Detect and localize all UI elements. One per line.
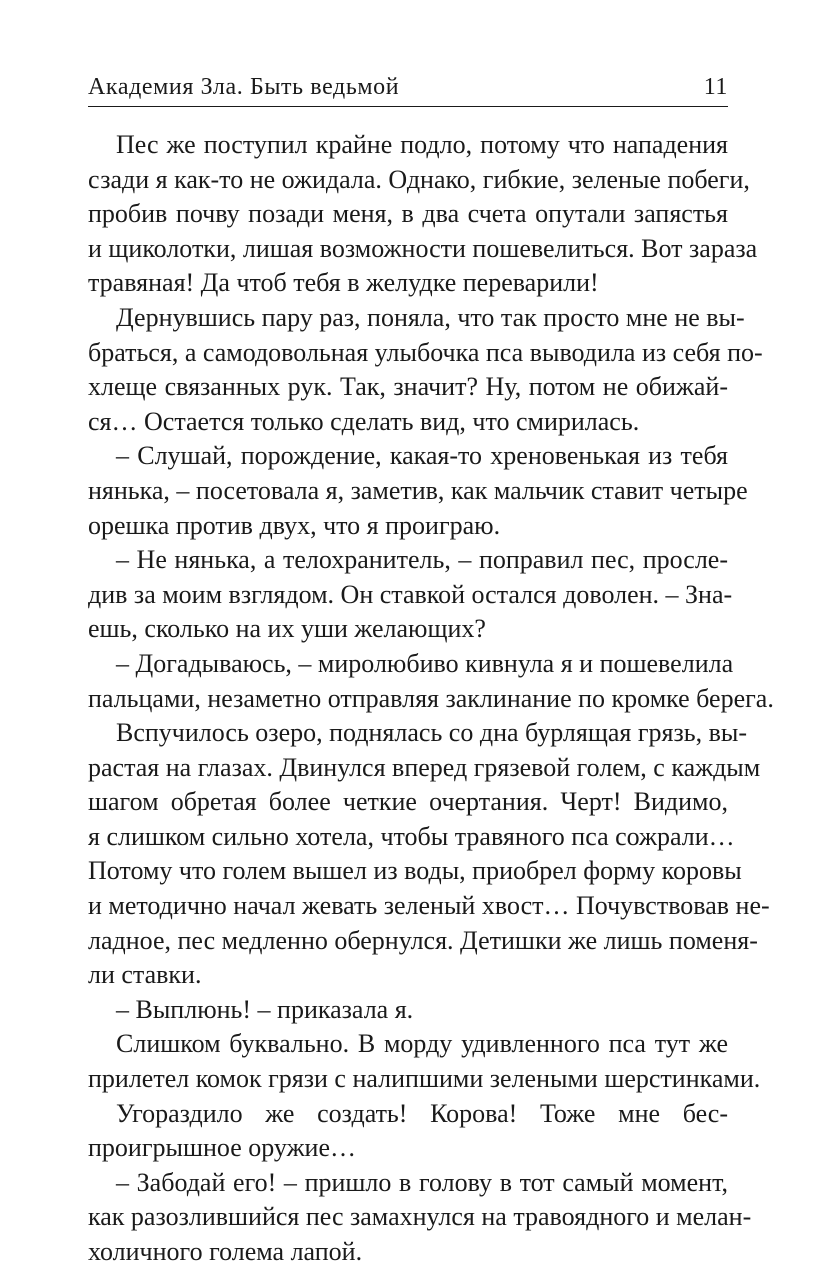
paragraph xyxy=(88,993,728,1028)
text-line: – Выплюнь! – приказала я. xyxy=(116,994,414,1024)
text-line: пальцами, незаметно отправляя заклинание по кромке берега. xyxy=(88,683,774,713)
paragraph xyxy=(88,128,758,301)
text-line: Угораздило же создать! Корова! Тоже мне бес- xyxy=(116,1098,728,1128)
text-line: проигрышное оружие… xyxy=(88,1133,356,1163)
text-line: ли ставки. xyxy=(88,960,202,990)
text-line: – Не нянька, а телохранитель, – поправил пес, просле- xyxy=(116,545,728,575)
text-line: хлеще связанных рук. Так, значит? Ну, потом не обижай- xyxy=(88,372,728,402)
text-line: Дернувшись пару раз, поняла, что так просто мне не вы- xyxy=(116,302,745,332)
text-line: прилетел комок грязи с налипшими зелеными шерстинками. xyxy=(88,1064,761,1094)
paragraph xyxy=(88,1027,761,1096)
text-line: шагом обретая более четкие очертания. Черт! Видимо, xyxy=(88,787,728,817)
page-number: 11 xyxy=(703,74,728,100)
text-line: травяная! Да чтоб тебя в желудке переварили! xyxy=(88,268,599,298)
text-line: Потому что голем вышел из воды, приобрел форму коровы xyxy=(88,856,742,886)
text-line: как разозлившийся пес замахнулся на травоядного и мелан- xyxy=(88,1202,752,1232)
text-line: орешка против двух, что я проиграю. xyxy=(88,510,501,540)
text-line: Слишком буквально. В морду удивленного пса тут же xyxy=(116,1029,728,1059)
book-title: Академия Зла. Быть ведьмой xyxy=(88,74,400,100)
text-line: я слишком сильно хотела, чтобы травяного пса сожрали… xyxy=(88,821,735,851)
paragraph xyxy=(88,543,733,647)
paragraph xyxy=(88,439,748,543)
running-head xyxy=(88,62,728,102)
text-line: ешь, сколько на их уши желающих? xyxy=(88,614,486,644)
text-line: Вспучилось озеро, поднялась со дна бурлящая грязь, вы- xyxy=(116,718,748,748)
text-line: и методично начал жевать зеленый хвост… Почувствовав не- xyxy=(88,891,770,921)
paragraph xyxy=(88,1097,728,1166)
text-line: сзади я как-то не ожидала. Однако, гибкие, зеленые побеги, xyxy=(88,164,750,194)
text-line: – Забодай его! – пришло в голову в тот самый момент, xyxy=(116,1167,728,1197)
text-line: пробив почву позади меня, в два счета опутали запястья xyxy=(88,199,728,229)
text-line: холичного голема лапой. xyxy=(88,1237,363,1266)
paragraph xyxy=(88,647,774,716)
text-line: – Слушай, порождение, какая-то хреновенькая из тебя xyxy=(116,441,728,471)
text-line: ся… Остается только сделать вид, что смирилась. xyxy=(88,406,640,436)
text-line: браться, а самодовольная улыбочка пса выводила из себя по- xyxy=(88,337,763,367)
text-line: див за моим взглядом. Он ставкой остался доволен. – Зна- xyxy=(88,579,733,609)
text-line: и щиколотки, лишая возможности пошевелиться. Вот зараза xyxy=(88,233,758,263)
paragraph xyxy=(88,301,763,439)
text-line: ладное, пес медленно обернулся. Детишки же лишь поменя- xyxy=(88,925,758,955)
text-line: нянька, – посетовала я, заметив, как мальчик ставит четыре xyxy=(88,475,748,505)
body-text xyxy=(88,128,774,1270)
text-line: растая на глазах. Двинулся вперед грязевой голем, с каждым xyxy=(88,752,761,782)
text-line: Пес же поступил крайне подло, потому что нападения xyxy=(116,130,728,159)
paragraph xyxy=(88,1166,752,1270)
text-line: – Догадываюсь, – миролюбиво кивнула я и пошевелила xyxy=(116,648,734,678)
header-rule xyxy=(88,106,728,107)
paragraph xyxy=(88,716,770,993)
